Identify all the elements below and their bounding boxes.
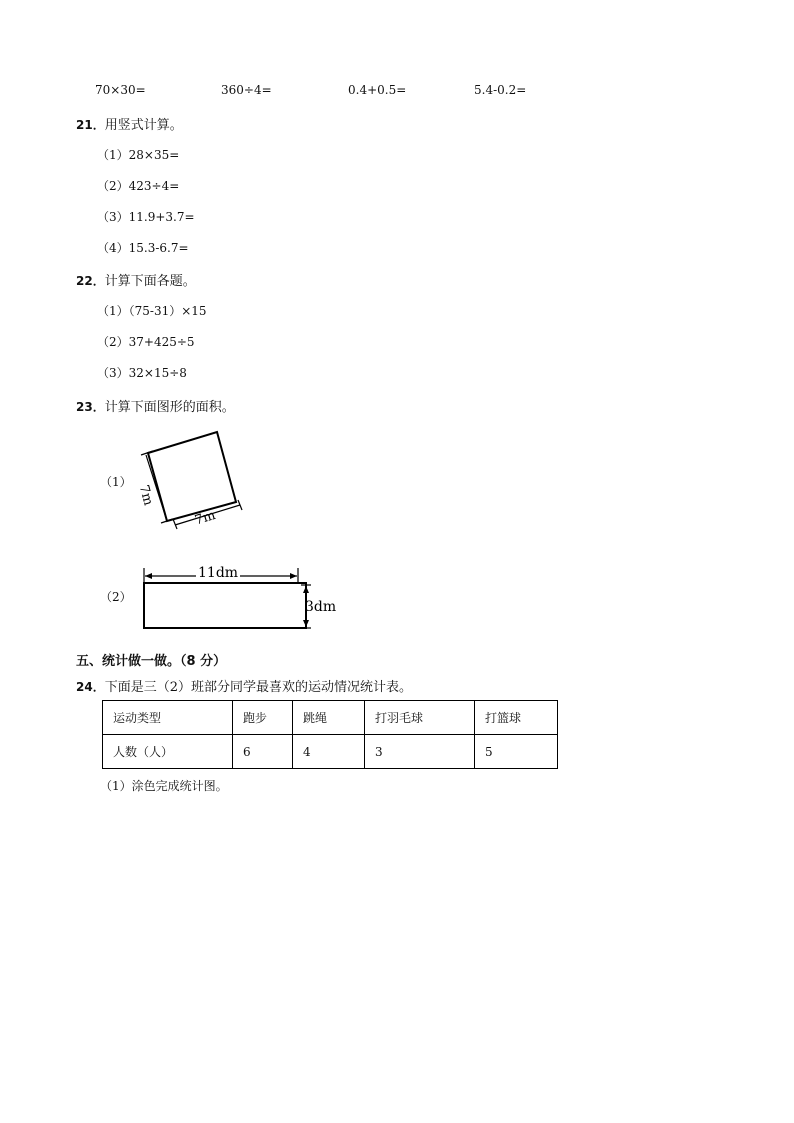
q22-item-3: （3）32×15÷8 [97, 366, 187, 380]
rectangle-shape [144, 583, 306, 628]
q21-item-3: （3）11.9+3.7= [97, 210, 195, 224]
figure-1-label: （1） [100, 475, 132, 489]
oral-calc-1: 70×30= [95, 83, 146, 97]
sports-statistics-table [102, 700, 558, 769]
question-24-title [76, 676, 412, 695]
q21-item-4: （4）15.3-6.7= [97, 241, 189, 255]
oral-calc-3: 0.4+0.5= [348, 83, 407, 97]
question-23-number: 23． [76, 400, 105, 414]
figure-2-height-label: 3dm [305, 599, 337, 615]
table-cell: 跑步 [233, 701, 293, 735]
section-5-heading: 五、统计做一做。（8 分） [76, 654, 227, 669]
table-cell: 打羽毛球 [365, 701, 475, 735]
figure-2-label: （2） [100, 590, 132, 604]
oral-calc-2: 360÷4= [221, 83, 272, 97]
oral-calc-4: 5.4-0.2= [474, 83, 527, 97]
table-cell: 打篮球 [475, 701, 558, 735]
table-cell: 3 [365, 735, 475, 769]
q21-item-2: （2）423÷4= [97, 179, 180, 193]
question-21-number: 21． [76, 118, 105, 132]
question-24-text: 下面是三（2）班部分同学最喜欢的运动情况统计表。 [104, 680, 412, 695]
table-header-row [103, 701, 558, 735]
question-23-text: 计算下面图形的面积。 [104, 400, 235, 415]
question-21-title [76, 114, 183, 133]
table-cell: 跳绳 [293, 701, 365, 735]
table-cell: 6 [233, 735, 293, 769]
q22-item-1: （1）（75-31）×15 [97, 304, 207, 318]
question-22-number: 22． [76, 274, 105, 288]
q22-item-2: （2）37+425÷5 [97, 335, 195, 349]
q21-item-1: （1）28×35= [97, 148, 180, 162]
q24-sub-1: （1）涂色完成统计图。 [100, 779, 228, 793]
question-22-text: 计算下面各题。 [104, 274, 196, 289]
question-22-title [76, 270, 196, 289]
table-cell: 4 [293, 735, 365, 769]
question-24-number: 24． [76, 680, 105, 694]
table-cell: 人数（人） [103, 735, 233, 769]
figure-2-width-label: 11dm [198, 565, 239, 581]
table-cell: 运动类型 [103, 701, 233, 735]
table-row [103, 735, 558, 769]
figure-1-left-side-label: 7m [135, 483, 156, 508]
figure-1-bottom-side-label: 7m [193, 508, 218, 529]
question-21-text: 用竖式计算。 [104, 118, 183, 133]
figure-2-rectangle [138, 562, 343, 634]
square-shape [148, 432, 236, 521]
table-cell: 5 [475, 735, 558, 769]
figure-1-square [135, 425, 255, 535]
question-23-title [76, 396, 235, 415]
